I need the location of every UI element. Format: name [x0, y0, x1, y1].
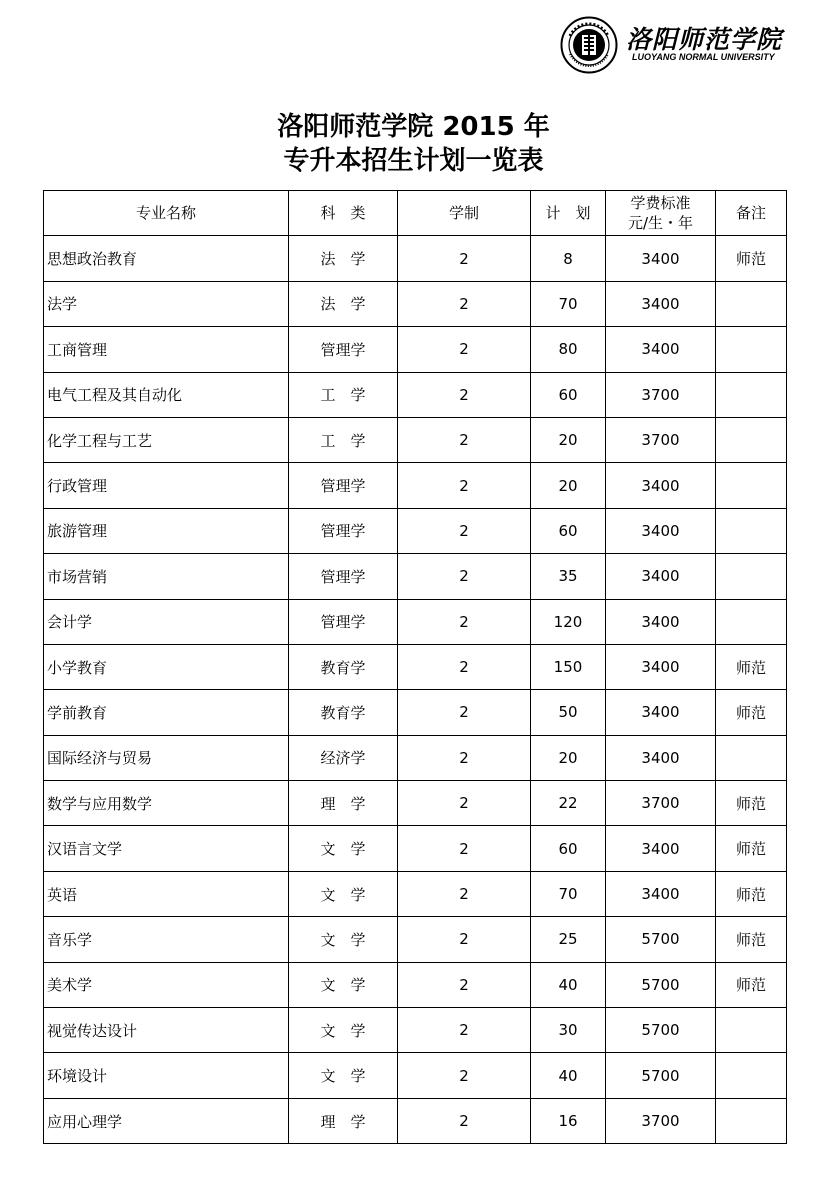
- cell-note: [716, 599, 787, 644]
- cell-fee: 3700: [606, 372, 716, 417]
- cell-note: 师范: [716, 781, 787, 826]
- cell-years: 2: [398, 1053, 531, 1098]
- cell-fee: 3400: [606, 826, 716, 871]
- cell-category: 理 学: [289, 781, 398, 826]
- cell-major: 应用心理学: [44, 1098, 289, 1143]
- cell-fee: 3400: [606, 508, 716, 553]
- cell-years: 2: [398, 781, 531, 826]
- cell-major: 学前教育: [44, 690, 289, 735]
- cell-note: 师范: [716, 690, 787, 735]
- cell-note: 师范: [716, 917, 787, 962]
- table-row: [44, 508, 787, 553]
- cell-major: 国际经济与贸易: [44, 735, 289, 780]
- cell-plan: 150: [531, 644, 606, 689]
- cell-note: 师范: [716, 236, 787, 281]
- cell-years: 2: [398, 372, 531, 417]
- cell-years: 2: [398, 962, 531, 1007]
- table-row: [44, 826, 787, 871]
- table-row: [44, 372, 787, 417]
- table-row: [44, 554, 787, 599]
- header-fee: [606, 191, 716, 236]
- cell-years: 2: [398, 554, 531, 599]
- cell-plan: 40: [531, 1053, 606, 1098]
- cell-years: 2: [398, 1098, 531, 1143]
- cell-category: 经济学: [289, 735, 398, 780]
- cell-fee: 3400: [606, 599, 716, 644]
- cell-note: [716, 508, 787, 553]
- cell-major: 工商管理: [44, 327, 289, 372]
- cell-years: 2: [398, 917, 531, 962]
- cell-plan: 20: [531, 417, 606, 462]
- cell-note: 师范: [716, 871, 787, 916]
- cell-plan: 20: [531, 463, 606, 508]
- cell-category: 工 学: [289, 417, 398, 462]
- cell-note: [716, 463, 787, 508]
- cell-years: 2: [398, 735, 531, 780]
- page-title-line2: 专升本招生计划一览表: [283, 146, 544, 176]
- cell-major: 会计学: [44, 599, 289, 644]
- cell-category: 文 学: [289, 962, 398, 1007]
- cell-major: 思想政治教育: [44, 236, 289, 281]
- cell-category: 文 学: [289, 1053, 398, 1098]
- table-row: [44, 690, 787, 735]
- cell-years: 2: [398, 871, 531, 916]
- cell-note: [716, 281, 787, 326]
- cell-fee: 5700: [606, 1053, 716, 1098]
- cell-plan: 70: [531, 871, 606, 916]
- cell-note: [716, 1008, 787, 1053]
- cell-note: [716, 1098, 787, 1143]
- enrollment-plan-table: [43, 190, 787, 1144]
- cell-years: 2: [398, 463, 531, 508]
- cell-fee: 3400: [606, 690, 716, 735]
- cell-note: 师范: [716, 962, 787, 1007]
- table-header-row: [44, 191, 787, 236]
- header-plan: 计 划: [531, 191, 606, 236]
- cell-major: 美术学: [44, 962, 289, 1007]
- cell-fee: 3700: [606, 1098, 716, 1143]
- cell-plan: 35: [531, 554, 606, 599]
- cell-category: 管理学: [289, 599, 398, 644]
- university-logo: [560, 14, 783, 74]
- cell-plan: 50: [531, 690, 606, 735]
- cell-plan: 8: [531, 236, 606, 281]
- cell-plan: 22: [531, 781, 606, 826]
- table-row: [44, 735, 787, 780]
- cell-fee: 3700: [606, 781, 716, 826]
- cell-major: 环境设计: [44, 1053, 289, 1098]
- cell-major: 行政管理: [44, 463, 289, 508]
- table-row: [44, 327, 787, 372]
- table-row: [44, 962, 787, 1007]
- cell-major: 市场营销: [44, 554, 289, 599]
- cell-note: [716, 417, 787, 462]
- cell-note: 师范: [716, 826, 787, 871]
- table-row: [44, 871, 787, 916]
- cell-major: 旅游管理: [44, 508, 289, 553]
- cell-category: 文 学: [289, 826, 398, 871]
- cell-fee: 3400: [606, 871, 716, 916]
- cell-years: 2: [398, 236, 531, 281]
- cell-major: 化学工程与工艺: [44, 417, 289, 462]
- cell-category: 文 学: [289, 871, 398, 916]
- cell-fee: 3400: [606, 281, 716, 326]
- cell-fee: 3400: [606, 236, 716, 281]
- table-row: [44, 417, 787, 462]
- table-row: [44, 917, 787, 962]
- table-row: [44, 281, 787, 326]
- cell-category: 文 学: [289, 1008, 398, 1053]
- cell-major: 小学教育: [44, 644, 289, 689]
- header-major: 专业名称: [44, 191, 289, 236]
- cell-plan: 60: [531, 508, 606, 553]
- cell-major: 音乐学: [44, 917, 289, 962]
- header-note: 备注: [716, 191, 787, 236]
- cell-fee: 3400: [606, 554, 716, 599]
- cell-note: [716, 372, 787, 417]
- cell-category: 管理学: [289, 463, 398, 508]
- cell-plan: 40: [531, 962, 606, 1007]
- cell-fee: 5700: [606, 1008, 716, 1053]
- cell-note: [716, 735, 787, 780]
- cell-major: 数学与应用数学: [44, 781, 289, 826]
- table-row: [44, 236, 787, 281]
- table-row: [44, 1098, 787, 1143]
- cell-category: 法 学: [289, 281, 398, 326]
- university-seal-icon: [560, 16, 618, 74]
- cell-note: [716, 327, 787, 372]
- cell-fee: 5700: [606, 917, 716, 962]
- cell-category: 文 学: [289, 917, 398, 962]
- cell-plan: 60: [531, 372, 606, 417]
- cell-category: 理 学: [289, 1098, 398, 1143]
- cell-category: 管理学: [289, 554, 398, 599]
- header-category: 科 类: [289, 191, 398, 236]
- cell-major: 汉语言文学: [44, 826, 289, 871]
- cell-fee: 3400: [606, 735, 716, 780]
- page-title-line1: 洛阳师范学院 2015 年: [277, 112, 550, 142]
- cell-years: 2: [398, 599, 531, 644]
- cell-plan: 16: [531, 1098, 606, 1143]
- table-row: [44, 781, 787, 826]
- cell-years: 2: [398, 281, 531, 326]
- cell-plan: 120: [531, 599, 606, 644]
- cell-note: [716, 1053, 787, 1098]
- cell-fee: 3400: [606, 463, 716, 508]
- cell-years: 2: [398, 826, 531, 871]
- cell-category: 教育学: [289, 644, 398, 689]
- cell-major: 英语: [44, 871, 289, 916]
- header-fee-line1: 学费标准: [630, 194, 691, 213]
- cell-years: 2: [398, 327, 531, 372]
- cell-category: 管理学: [289, 508, 398, 553]
- cell-plan: 60: [531, 826, 606, 871]
- table-row: [44, 644, 787, 689]
- cell-fee: 3700: [606, 417, 716, 462]
- table-row: [44, 463, 787, 508]
- cell-fee: 5700: [606, 962, 716, 1007]
- table-row: [44, 599, 787, 644]
- cell-plan: 70: [531, 281, 606, 326]
- cell-plan: 80: [531, 327, 606, 372]
- cell-note: [716, 554, 787, 599]
- cell-category: 工 学: [289, 372, 398, 417]
- header-fee-line2: 元/生・年: [627, 214, 694, 233]
- cell-category: 法 学: [289, 236, 398, 281]
- cell-fee: 3400: [606, 644, 716, 689]
- header-years: 学制: [398, 191, 531, 236]
- cell-category: 教育学: [289, 690, 398, 735]
- table-row: [44, 1053, 787, 1098]
- cell-years: 2: [398, 644, 531, 689]
- logo-chinese-name: 洛阳师范学院: [626, 25, 783, 54]
- cell-years: 2: [398, 690, 531, 735]
- cell-note: 师范: [716, 644, 787, 689]
- table-row: [44, 1008, 787, 1053]
- cell-major: 视觉传达设计: [44, 1008, 289, 1053]
- cell-plan: 25: [531, 917, 606, 962]
- cell-major: 电气工程及其自动化: [44, 372, 289, 417]
- cell-plan: 20: [531, 735, 606, 780]
- logo-english-name: LUOYANG NORMAL UNIVERSITY: [632, 52, 775, 62]
- cell-plan: 30: [531, 1008, 606, 1053]
- cell-years: 2: [398, 508, 531, 553]
- cell-major: 法学: [44, 281, 289, 326]
- cell-fee: 3400: [606, 327, 716, 372]
- cell-years: 2: [398, 417, 531, 462]
- cell-years: 2: [398, 1008, 531, 1053]
- cell-category: 管理学: [289, 327, 398, 372]
